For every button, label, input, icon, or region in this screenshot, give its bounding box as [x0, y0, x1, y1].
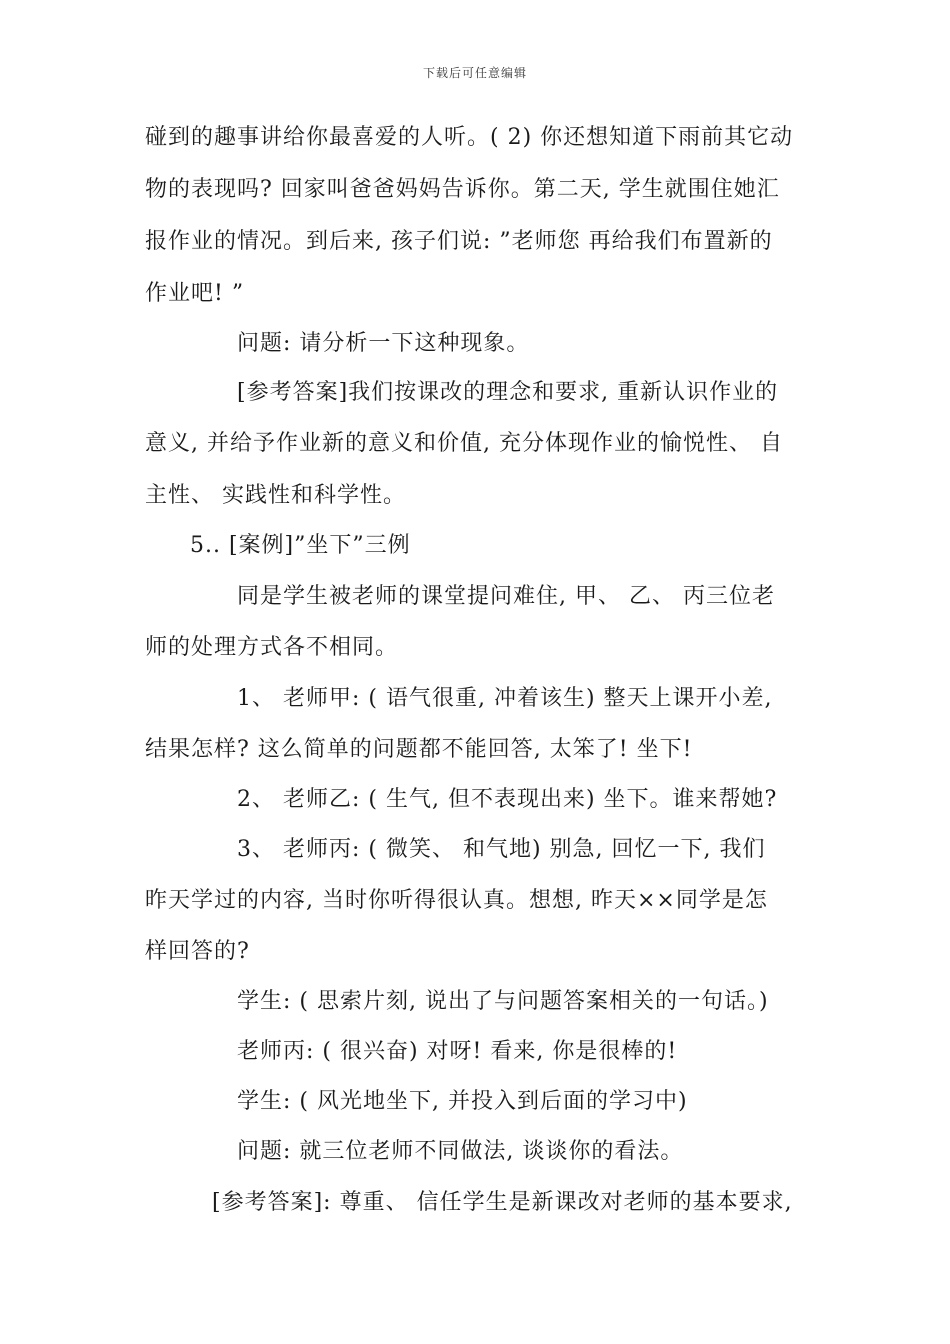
text-line: 结果怎样? 这么简单的问题都不能回答, 太笨了! 坐下! [145, 737, 693, 762]
text-line: [参考答案]我们按课改的理念和要求, 重新认识作业的 [237, 380, 779, 405]
section-heading: 5.. [案例]”坐下”三例 [190, 533, 411, 558]
text-line: 学生: ( 风光地坐下, 并投入到后面的学习中) [237, 1089, 688, 1114]
text-line: 样回答的? [145, 939, 250, 964]
text-line: [参考答案]: 尊重、 信任学生是新课改对老师的基本要求, [212, 1190, 793, 1215]
text-line: 问题: 请分析一下这种现象。 [237, 331, 530, 356]
text-line: 报作业的情况。到后来, 孩子们说: ”老师您 再给我们布置新的 [145, 229, 773, 254]
text-line: 主性、 实践性和科学性。 [145, 483, 406, 508]
text-line: 3、 老师丙: ( 微笑、 和气地) 别急, 回忆一下, 我们 [237, 837, 766, 862]
text-line: 师的处理方式各不相同。 [145, 635, 399, 660]
text-line: 碰到的趣事讲给你最喜爱的人听。( 2) 你还想知道下雨前其它动 [145, 125, 794, 150]
text-line: 问题: 就三位老师不同做法, 谈谈你的看法。 [237, 1139, 684, 1164]
text-line: 意义, 并给予作业新的意义和价值, 充分体现作业的愉悦性、 自 [145, 431, 783, 456]
text-line: 作业吧! ” [145, 281, 245, 306]
text-line: 学生: ( 思索片刻, 说出了与问题答案相关的一句话。) [237, 989, 769, 1014]
text-line: 2、 老师乙: ( 生气, 但不表现出来) 坐下。谁来帮她? [237, 787, 778, 812]
page-header: 下载后可任意编辑 [422, 66, 527, 80]
text-line: 老师丙: ( 很兴奋) 对呀! 看来, 你是很棒的! [237, 1039, 678, 1064]
text-line: 同是学生被老师的课堂提问难住, 甲、 乙、 丙三位老 [237, 584, 775, 609]
text-line: 昨天学过的内容, 当时你听得很认真。想想, 昨天××同学是怎 [145, 888, 768, 913]
text-line: 1、 老师甲: ( 语气很重, 冲着该生) 整天上课开小差, [237, 686, 773, 711]
text-line: 物的表现吗? 回家叫爸爸妈妈告诉你。第二天, 学生就围住她汇 [145, 177, 780, 202]
